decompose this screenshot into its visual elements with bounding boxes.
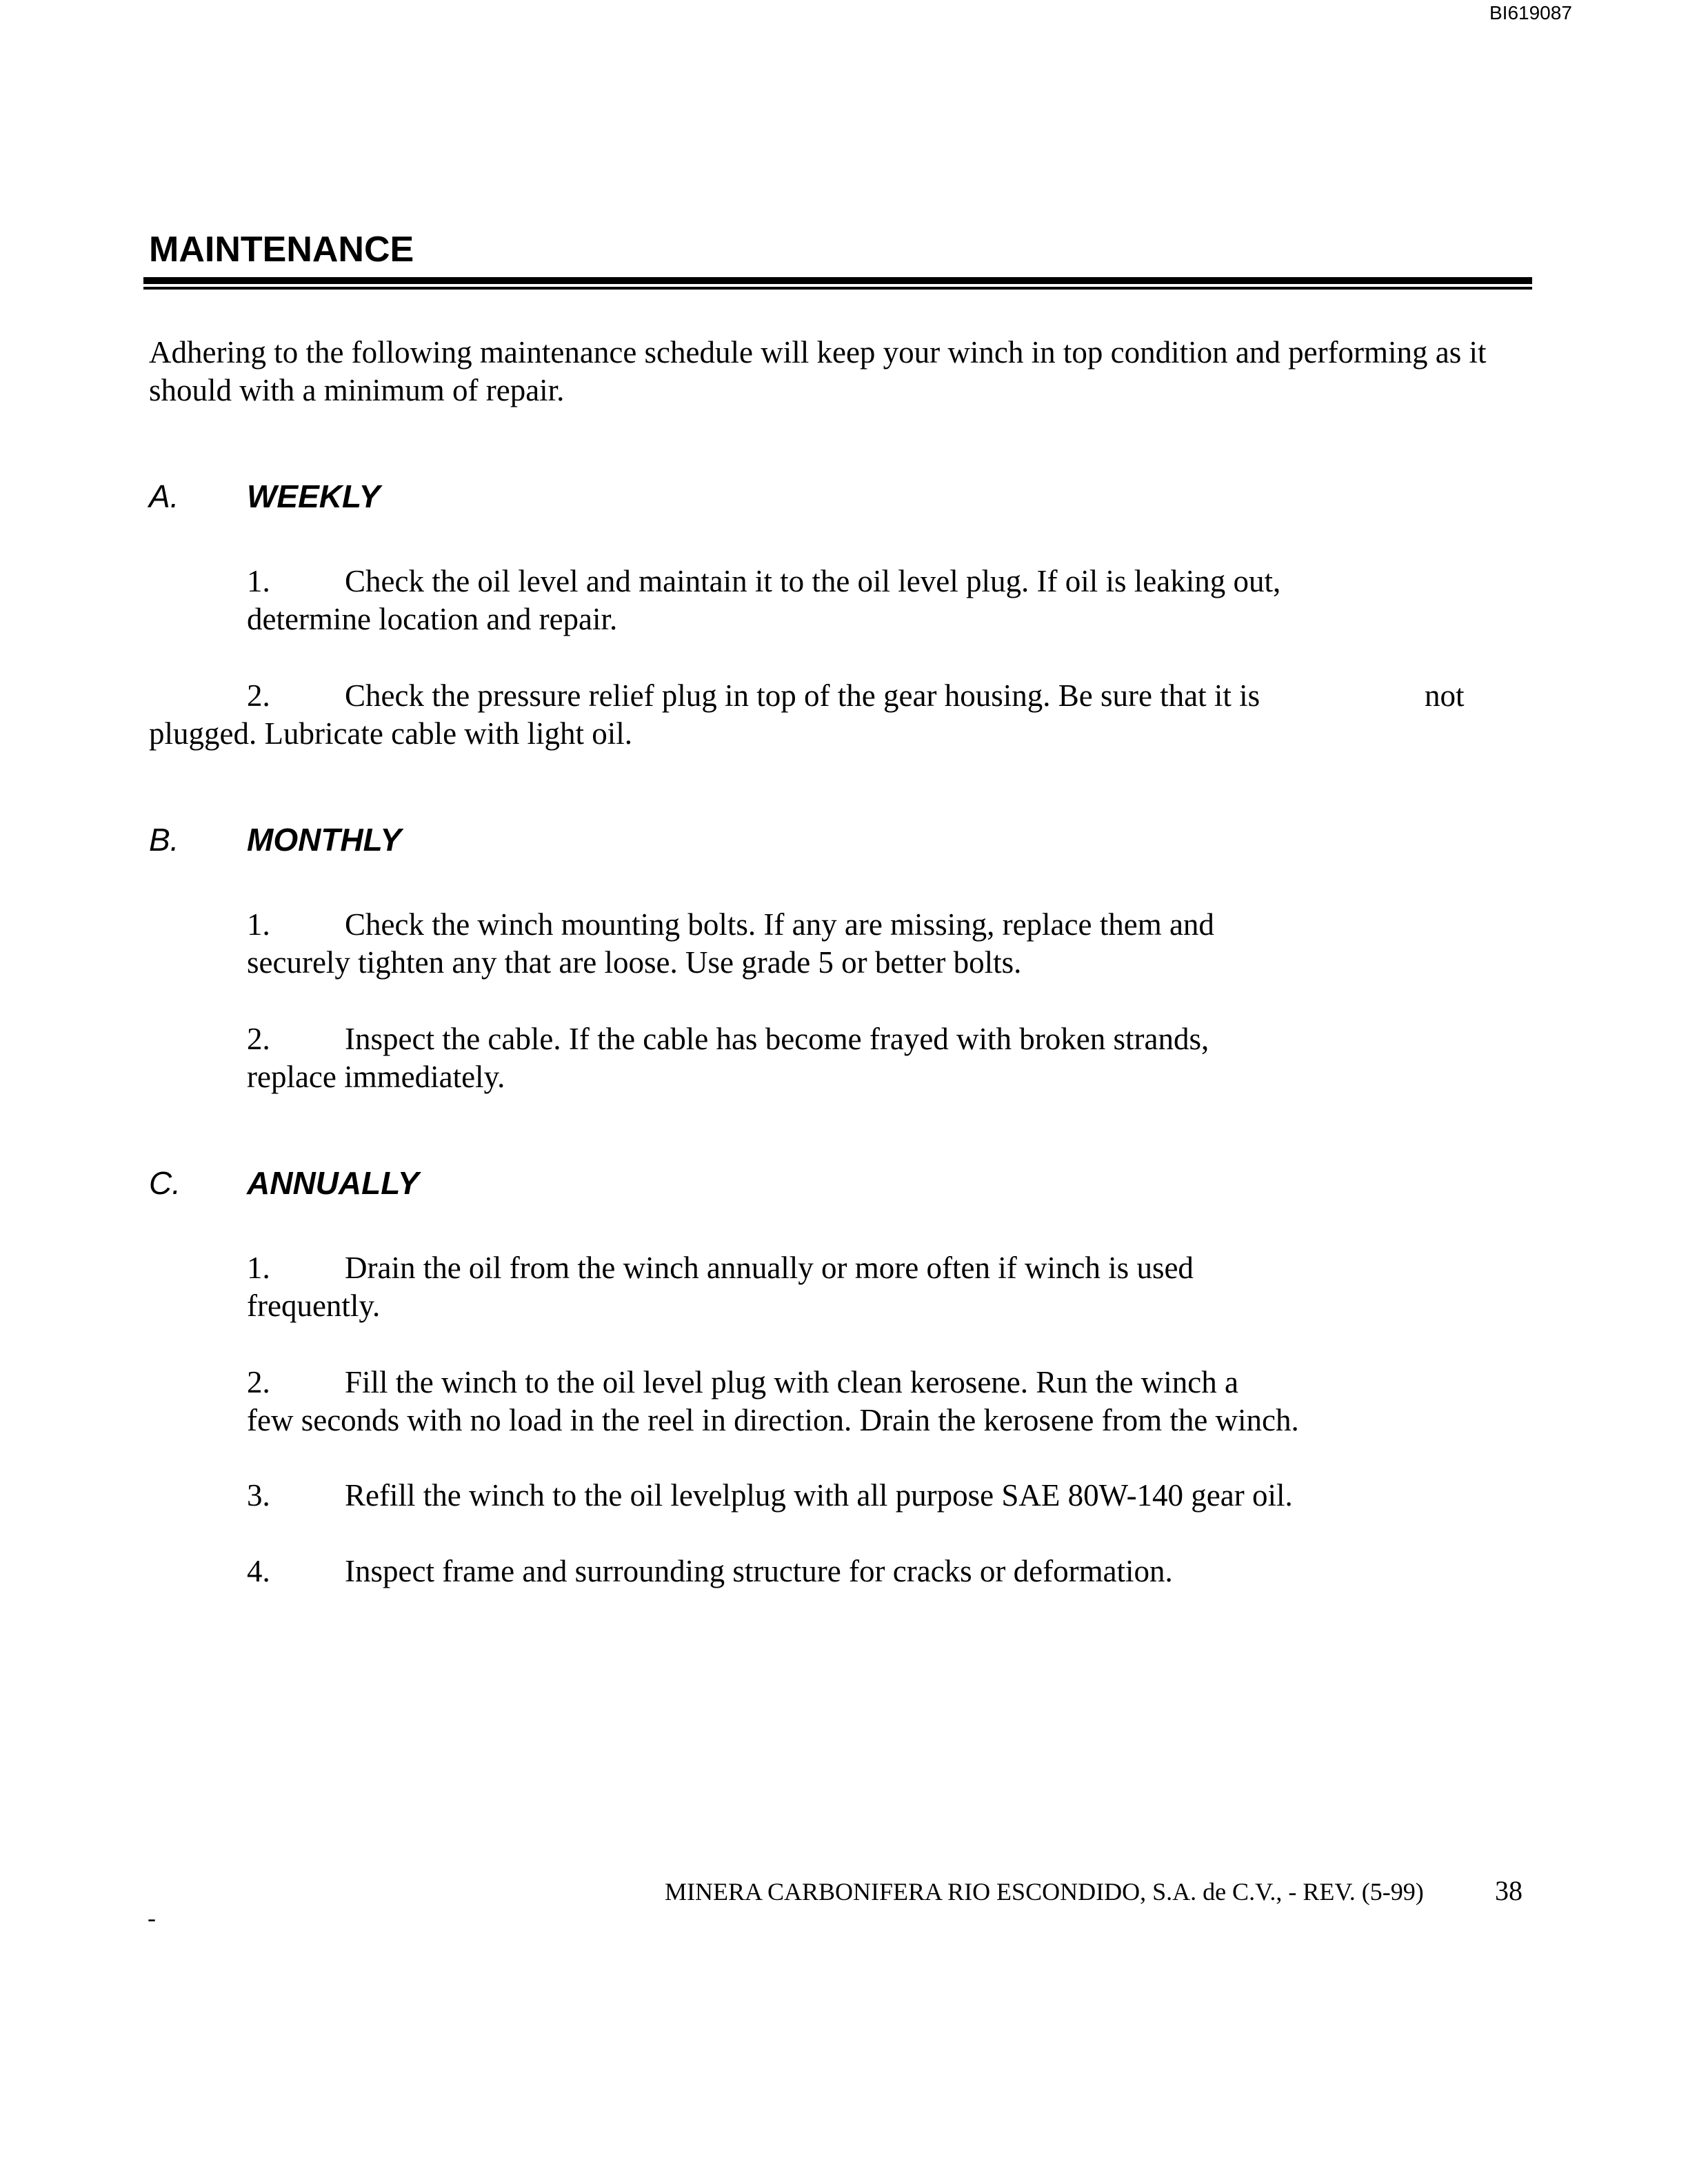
section-b-item-2-line-1: Inspect the cable. If the cable has become frayed with broken strands, [345,1022,1209,1056]
section-c-title: ANNUALLY [247,1165,419,1201]
section-b-item-2-number: 2. [247,1022,270,1056]
section-c-item-3-line-1: Refill the winch to the oil levelplug with all purpose SAE 80W-140 gear oil. [345,1478,1293,1513]
title-rule-thin [143,287,1532,290]
page-number: 38 [1495,1875,1523,1906]
section-a-item-2-line-2: plugged. Lubricate cable with light oil. [149,716,633,751]
section-a-item-2-number: 2. [247,678,270,713]
section-c-item-2-number: 2. [247,1365,270,1399]
section-c-item-2-line-1: Fill the winch to the oil level plug with clean kerosene. Run the winch a [345,1365,1238,1399]
section-a-item-1-number: 1. [247,564,270,598]
section-b-item-1-line-2: securely tighten any that are loose. Use grade 5 or better bolts. [247,945,1022,980]
section-a-item-1-line-2: determine location and repair. [247,602,618,636]
document-id: BI619087 [1489,2,1572,23]
section-a-letter: A. [149,478,179,514]
section-c-item-4-line-1: Inspect frame and surrounding structure for cracks or deformation. [345,1554,1173,1588]
section-a-item-1-line-1: Check the oil level and maintain it to the oil level plug. If oil is leaking out, [345,564,1281,598]
section-c-letter: C. [149,1165,181,1201]
section-c-item-3-number: 3. [247,1478,270,1513]
intro-paragraph: Adhering to the following maintenance schedule will keep your winch in top condition and performing as it should with a minimum of repair. [149,335,1487,407]
section-c-item-4-number: 4. [247,1554,270,1588]
section-b-item-2-line-2: replace immediately. [247,1060,505,1094]
section-c-item-1-number: 1. [247,1251,270,1285]
section-c-item-2-line-2: few seconds with no load in the reel in direction. Drain the kerosene from the winch. [247,1403,1299,1437]
title-rule-thick [143,277,1532,284]
section-a-item-2-trailing-word: not [1425,678,1465,713]
section-b-item-1-line-1: Check the winch mounting bolts. If any are missing, replace them and [345,907,1214,942]
section-a-item-2-line-1: Check the pressure relief plug in top of the gear housing. Be sure that it is [345,678,1260,713]
section-c-item-1-line-1: Drain the oil from the winch annually or more often if winch is used [345,1251,1194,1285]
section-b-item-1-number: 1. [247,907,270,942]
section-c-item-1-line-2: frequently. [247,1288,381,1323]
section-b-title: MONTHLY [247,822,402,858]
footer-company: MINERA CARBONIFERA RIO ESCONDIDO, S.A. de C.V., - REV. (5-99) [665,1878,1424,1905]
section-b-letter: B. [149,822,179,858]
page-title: MAINTENANCE [149,230,414,270]
section-a-title: WEEKLY [247,478,381,514]
footer-dash: - [148,1904,156,1932]
